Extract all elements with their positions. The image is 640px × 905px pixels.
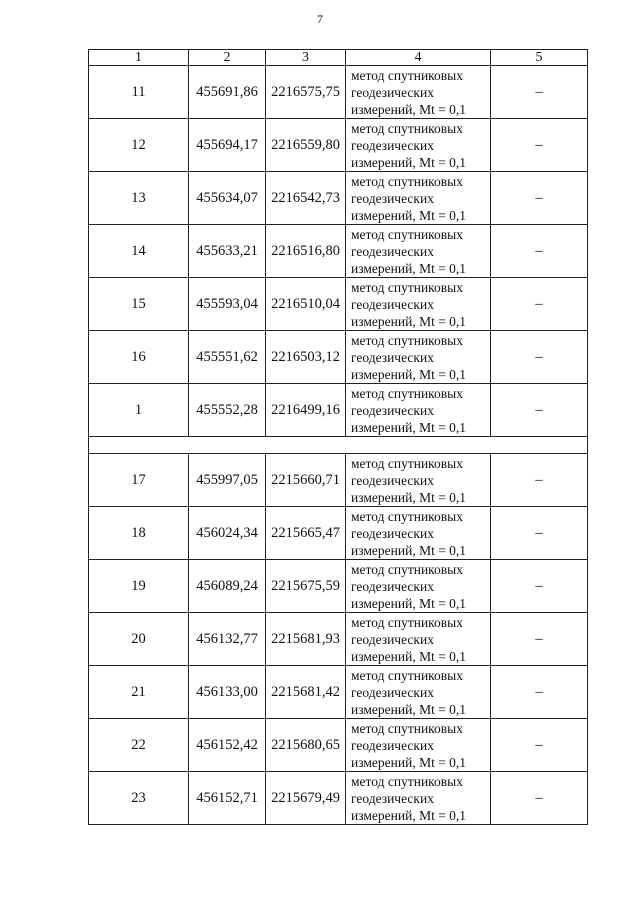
method-text-line: метод спутниковых	[351, 614, 463, 630]
method-text-line: измерений, Mt = 0,1	[351, 489, 467, 505]
point-number-cell: 13	[89, 172, 189, 225]
method-cell	[346, 666, 491, 719]
method-text-line: геодезических	[351, 190, 434, 206]
y-coordinate-cell: 2216575,75	[266, 66, 346, 119]
table-row	[89, 719, 588, 772]
method-text-line: метод спутниковых	[351, 773, 463, 789]
x-coordinate-cell: 455552,28	[189, 384, 266, 437]
point-number-cell: 15	[89, 278, 189, 331]
method-text-line: метод спутниковых	[351, 508, 463, 524]
method-text-line: метод спутниковых	[351, 720, 463, 736]
note-cell: –	[491, 666, 588, 719]
method-text-line: геодезических	[351, 737, 434, 753]
method-text-line: метод спутниковых	[351, 385, 463, 401]
method-cell	[346, 560, 491, 613]
point-number-cell: 16	[89, 331, 189, 384]
point-number-cell: 18	[89, 507, 189, 560]
point-number-cell: 12	[89, 119, 189, 172]
method-text-line: геодезических	[351, 296, 434, 312]
method-text-line: измерений, Mt = 0,1	[351, 542, 467, 558]
table-row	[89, 66, 588, 119]
method-cell	[346, 507, 491, 560]
y-coordinate-cell: 2216542,73	[266, 172, 346, 225]
method-cell	[346, 278, 491, 331]
table-row	[89, 666, 588, 719]
header-cell-2: 2	[189, 50, 266, 66]
note-cell: –	[491, 507, 588, 560]
method-text-line: измерений, Mt = 0,1	[351, 366, 467, 382]
table-row	[89, 384, 588, 437]
point-number-cell: 19	[89, 560, 189, 613]
table-row	[89, 454, 588, 507]
y-coordinate-cell: 2216516,80	[266, 225, 346, 278]
note-cell: –	[491, 560, 588, 613]
method-text-line: метод спутниковых	[351, 561, 463, 577]
table-row	[89, 278, 588, 331]
table-row	[89, 172, 588, 225]
method-text-line: геодезических	[351, 684, 434, 700]
method-cell	[346, 119, 491, 172]
method-text-line: метод спутниковых	[351, 332, 463, 348]
point-number-cell: 20	[89, 613, 189, 666]
method-text-line: измерений, Mt = 0,1	[351, 754, 467, 770]
method-text-line: измерений, Mt = 0,1	[351, 260, 467, 276]
note-cell: –	[491, 119, 588, 172]
y-coordinate-cell: 2216503,12	[266, 331, 346, 384]
method-text-line: геодезических	[351, 472, 434, 488]
point-number-cell: 21	[89, 666, 189, 719]
header-cell-1: 1	[89, 50, 189, 66]
note-cell: –	[491, 454, 588, 507]
method-text-line: геодезических	[351, 84, 434, 100]
point-number-cell: 23	[89, 772, 189, 825]
y-coordinate-cell: 2215680,65	[266, 719, 346, 772]
x-coordinate-cell: 455551,62	[189, 331, 266, 384]
method-text-line: измерений, Mt = 0,1	[351, 101, 467, 117]
point-number-cell: 1	[89, 384, 189, 437]
x-coordinate-cell: 456152,42	[189, 719, 266, 772]
method-text-line: геодезических	[351, 525, 434, 541]
x-coordinate-cell: 455694,17	[189, 119, 266, 172]
x-coordinate-cell: 455997,05	[189, 454, 266, 507]
method-cell	[346, 172, 491, 225]
y-coordinate-cell: 2215681,42	[266, 666, 346, 719]
y-coordinate-cell: 2216510,04	[266, 278, 346, 331]
note-cell: –	[491, 225, 588, 278]
method-text-line: метод спутниковых	[351, 455, 463, 471]
method-text-line: геодезических	[351, 790, 434, 806]
note-cell: –	[491, 613, 588, 666]
y-coordinate-cell: 2215675,59	[266, 560, 346, 613]
x-coordinate-cell: 456133,00	[189, 666, 266, 719]
method-cell	[346, 719, 491, 772]
separator-cell	[89, 437, 588, 454]
method-text-line: измерений, Mt = 0,1	[351, 419, 467, 435]
method-text-line: измерений, Mt = 0,1	[351, 313, 467, 329]
separator-row	[89, 437, 588, 454]
method-text-line: геодезических	[351, 349, 434, 365]
page-number: 7	[317, 12, 323, 26]
table-row	[89, 613, 588, 666]
method-text-line: измерений, Mt = 0,1	[351, 807, 467, 823]
method-text-line: измерений, Mt = 0,1	[351, 207, 467, 223]
header-cell-5: 5	[491, 50, 588, 66]
method-text-line: геодезических	[351, 578, 434, 594]
method-text-line: геодезических	[351, 243, 434, 259]
note-cell: –	[491, 772, 588, 825]
x-coordinate-cell: 456152,71	[189, 772, 266, 825]
method-cell	[346, 613, 491, 666]
method-text-line: геодезических	[351, 137, 434, 153]
y-coordinate-cell: 2215681,93	[266, 613, 346, 666]
x-coordinate-cell: 455634,07	[189, 172, 266, 225]
method-text-line: метод спутниковых	[351, 667, 463, 683]
x-coordinate-cell: 455691,86	[189, 66, 266, 119]
method-text-line: геодезических	[351, 631, 434, 647]
method-text-line: метод спутниковых	[351, 67, 463, 83]
point-number-cell: 14	[89, 225, 189, 278]
method-text-line: измерений, Mt = 0,1	[351, 595, 467, 611]
note-cell: –	[491, 331, 588, 384]
point-number-cell: 22	[89, 719, 189, 772]
method-text-line: метод спутниковых	[351, 173, 463, 189]
header-row	[89, 50, 588, 66]
header-cell-4: 4	[346, 50, 491, 66]
method-text-line: измерений, Mt = 0,1	[351, 154, 467, 170]
note-cell: –	[491, 384, 588, 437]
method-cell	[346, 454, 491, 507]
method-text-line: метод спутниковых	[351, 226, 463, 242]
method-text-line: метод спутниковых	[351, 279, 463, 295]
table-row	[89, 560, 588, 613]
point-number-cell: 11	[89, 66, 189, 119]
table-row	[89, 225, 588, 278]
x-coordinate-cell: 456132,77	[189, 613, 266, 666]
method-cell	[346, 772, 491, 825]
method-text-line: измерений, Mt = 0,1	[351, 701, 467, 717]
method-cell	[346, 66, 491, 119]
note-cell: –	[491, 278, 588, 331]
x-coordinate-cell: 455633,21	[189, 225, 266, 278]
y-coordinate-cell: 2216499,16	[266, 384, 346, 437]
y-coordinate-cell: 2215679,49	[266, 772, 346, 825]
method-text-line: метод спутниковых	[351, 120, 463, 136]
table-row	[89, 331, 588, 384]
y-coordinate-cell: 2216559,80	[266, 119, 346, 172]
method-cell	[346, 384, 491, 437]
coordinates-table	[88, 49, 588, 825]
table-row	[89, 119, 588, 172]
x-coordinate-cell: 455593,04	[189, 278, 266, 331]
method-cell	[346, 225, 491, 278]
table-row	[89, 772, 588, 825]
note-cell: –	[491, 172, 588, 225]
method-text-line: геодезических	[351, 402, 434, 418]
method-cell	[346, 331, 491, 384]
note-cell: –	[491, 66, 588, 119]
note-cell: –	[491, 719, 588, 772]
method-text-line: измерений, Mt = 0,1	[351, 648, 467, 664]
x-coordinate-cell: 456024,34	[189, 507, 266, 560]
y-coordinate-cell: 2215660,71	[266, 454, 346, 507]
table-row	[89, 507, 588, 560]
y-coordinate-cell: 2215665,47	[266, 507, 346, 560]
table-body	[89, 50, 588, 825]
header-cell-3: 3	[266, 50, 346, 66]
point-number-cell: 17	[89, 454, 189, 507]
x-coordinate-cell: 456089,24	[189, 560, 266, 613]
